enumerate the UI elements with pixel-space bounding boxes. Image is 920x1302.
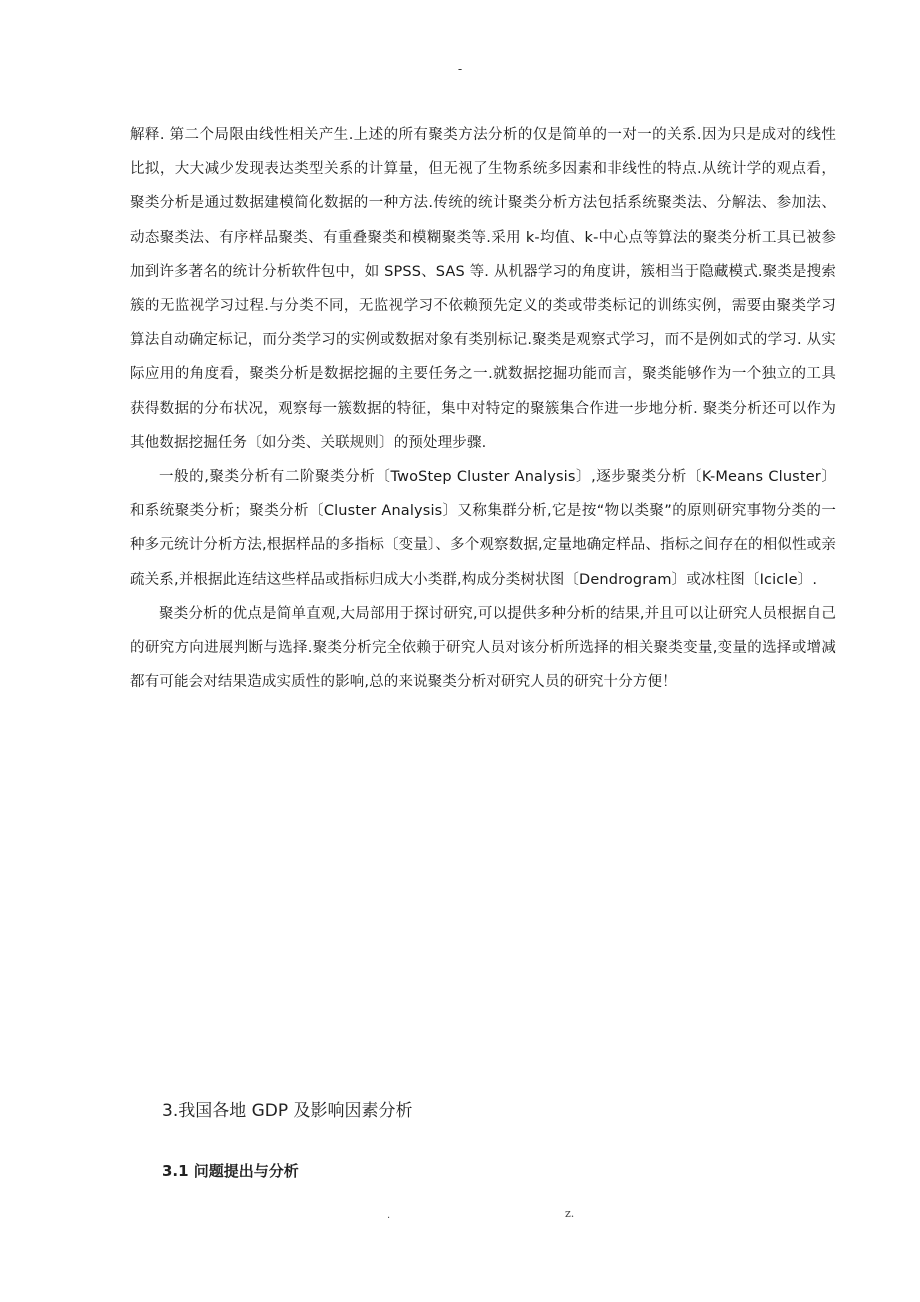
subsection-heading: 3.1 问题提出与分析 <box>162 1162 299 1180</box>
header-mark: - <box>457 62 463 76</box>
paragraph-3: 聚类分析的优点是简单直观,大局部用于探讨研究,可以提供多种分析的结果,并且可以让研究人员根据自己的研究方向进展判断与选择.聚类分析完全依赖于研究人员对该分析所选择的相关聚类变量,变量的选择或增减都有可能会对结果造成实质性的影响,总的来说聚类分析对研究人员的研究十分方便！ <box>130 605 836 691</box>
paragraph-2: 一般的,聚类分析有二阶聚类分析〔TwoStep Cluster Analysis〕,逐步聚类分析〔K-Means Cluster〕和系统聚类分析；聚类分析〔Cluster Analysis〕又称集群分析,它是按“物以类聚”的原则研究事物分类的一种多元统计分析方法,根据样品的多指标〔变量〕、多个观察数据,定量地确定样品、指标之间存在的相似性或亲疏关系,并根据此连结这些样品或指标归成大小类群,构成分类树状图〔Dendrogram〕或冰柱图〔Icicle〕. <box>130 469 836 588</box>
body-text <box>130 118 836 699</box>
footer-left-mark: . <box>387 1210 391 1221</box>
footer-right-mark: z. <box>565 1207 575 1220</box>
paragraph-1: 解释. 第二个局限由线性相关产生.上述的所有聚类方法分析的仅是简单的一对一的关系.因为只是成对的线性比拟，大大减少发现表达类型关系的计算量，但无视了生物系统多因素和非线性的特点.从统计学的观点看，聚类分析是通过数据建模简化数据的一种方法.传统的统计聚类分析方法包括系统聚类法、分解法、参加法、动态聚类法、有序样品聚类、有重叠聚类和模糊聚类等.采用 k-均值、k-中心点等算法的聚类分析工具已被参加到许多著名的统计分析软件包中，如 SPSS、SAS 等. 从机器学习的角度讲，簇相当于隐藏模式.聚类是搜索簇的无监视学习过程.与分类不同，无监视学习不依赖预先定义的类或带类标记的训练实例，需要由聚类学习算法自动确定标记，而分类学习的实例或数据对象有类别标记.聚类是观察式学习，而不是例如式的学习. 从实际应用的角度看，聚类分析是数据挖掘的主要任务之一.就数据挖掘功能而言，聚类能够作为一个独立的工具获得数据的分布状况，观察每一簇数据的特征，集中对特定的聚簇集合作进一步地分析. 聚类分析还可以作为其他数据挖掘任务〔如分类、关联规则〕的预处理步骤. <box>130 127 836 451</box>
section-heading: 3.我国各地 GDP 及影响因素分析 <box>162 1101 413 1121</box>
